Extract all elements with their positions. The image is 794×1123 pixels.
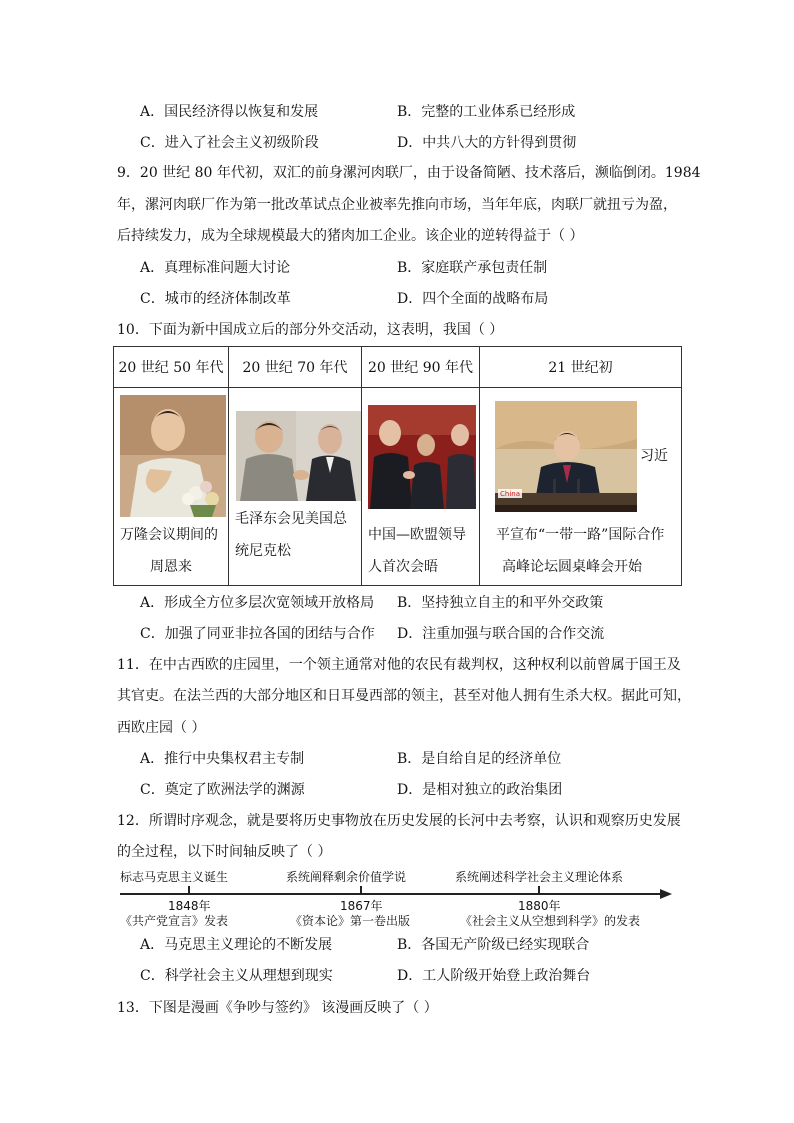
timeline-label-bottom-1880: 《社会主义从空想到科学》的发表 [460,914,641,928]
q10-option-d: D．注重加强与联合国的合作交流 [397,626,605,642]
timeline-axis [120,893,665,895]
timeline-arrow-icon [660,888,672,900]
caption-xi-line2: 高峰论坛圆桌峰会开始 [502,559,642,575]
q8-option-d: D．中共八大的方针得到贯彻 [397,135,577,151]
photo-badge-text: China [500,490,520,498]
q11-stem-line1: 11．在中古西欧的庄园里，一个领主通常对他的农民有裁判权，这种权利以前曾属于国王及 [117,657,681,673]
timeline-tick-1880 [538,886,540,894]
q10-stem: 10．下面为新中国成立后的部分外交活动，这表明，我国（ ） [117,322,504,338]
table-header-1970s: 20 世纪 70 年代 [229,347,362,388]
q12-option-b: B．各国无产阶级已经实现联合 [397,937,590,953]
marxism-timeline [120,866,675,928]
caption-mao-line1: 毛泽东会见美国总 [235,511,347,527]
q11-option-a: A．推行中央集权君主专制 [140,751,305,767]
timeline-label-bottom-1848: 《共产党宣言》发表 [120,914,229,928]
caption-xi-line1: 平宣布“一带一路”国际合作 [496,527,665,543]
q9-stem-line3: 后持续发力，成为全球规模最大的猪肉加工企业。该企业的逆转得益于（ ） [117,228,584,244]
table-header-1990s: 20 世纪 90 年代 [362,347,480,388]
q8-option-a: A．国民经济得以恢复和发展 [140,104,319,120]
q9-stem-line1: 9．20 世纪 80 年代初，双汇的前身漯河肉联厂，由于设备简陋、技术落后，濒临倒闭。1984 [117,165,701,181]
table-header-21st: 21 世纪初 [480,347,682,388]
caption-eu-line2: 人首次会晤 [368,559,438,575]
caption-xi-prefix: 习近 [640,448,668,464]
timeline-label-top-1848: 标志马克思主义诞生 [120,870,229,884]
q10-option-a: A．形成全方位多层次宽领域开放格局 [140,595,375,611]
timeline-label-top-1880: 系统阐述科学社会主义理论体系 [455,870,624,884]
timeline-label-bottom-1867: 《资本论》第一卷出版 [290,914,411,928]
timeline-year-1880: 1880年 [518,899,561,913]
q12-option-c: C．科学社会主义从理想到现实 [140,968,333,984]
caption-zhou-line2: 周恩来 [150,559,192,575]
caption-mao-line2: 统尼克松 [235,543,291,559]
q11-option-b: B．是自给自足的经济单位 [397,751,562,767]
timeline-tick-1867 [360,886,362,894]
q11-stem-line3: 西欧庄园（ ） [117,720,206,736]
caption-zhou-line1: 万隆会议期间的 [120,527,218,543]
caption-eu-line1: 中国—欧盟领导 [368,527,466,543]
timeline-label-top-1867: 系统阐释剩余价值学说 [286,870,407,884]
diplomacy-table [113,346,682,586]
q12-stem-line1: 12．所谓时序观念，就是要将历史事物放在历史发展的长河中去考察，认识和观察历史发展 [117,813,681,829]
q10-option-b: B．坚持独立自主的和平外交政策 [397,595,604,611]
q8-option-b: B．完整的工业体系已经形成 [397,104,576,120]
china-eu-summit-photo [368,405,476,509]
q12-option-a: A．马克思主义理论的不断发展 [140,937,333,953]
timeline-tick-1848 [188,886,190,894]
belt-road-forum-photo [495,401,637,512]
timeline-year-1867: 1867年 [340,899,383,913]
q11-option-d: D．是相对独立的政治集团 [397,782,563,798]
q12-stem-line2: 的全过程，以下时间轴反映了（ ） [117,844,332,860]
mao-nixon-photo [236,411,361,501]
q9-option-d: D．四个全面的战略布局 [397,291,549,307]
q11-stem-line2: 其官吏。在法兰西的大部分地区和日耳曼西部的领主，甚至对他人拥有生杀大权。据此可知， [117,688,691,704]
q12-option-d: D．工人阶级开始登上政治舞台 [397,968,591,984]
q8-option-c: C．进入了社会主义初级阶段 [140,135,319,151]
q11-option-c: C．奠定了欧洲法学的渊源 [140,782,305,798]
q9-stem-line2: 年，漯河肉联厂作为第一批改革试点企业被率先推向市场，当年年底，肉联厂就扭亏为盈， [117,197,677,213]
q9-option-c: C．城市的经济体制改革 [140,291,291,307]
q9-option-a: A．真理标准问题大讨论 [140,260,291,276]
q9-option-b: B．家庭联产承包责任制 [397,260,548,276]
zhou-enlai-photo [120,395,226,517]
q10-option-c: C．加强了同亚非拉各国的团结与合作 [140,626,375,642]
q13-stem: 13．下图是漫画《争吵与签约》 该漫画反映了（ ） [117,1000,438,1016]
table-header-1950s: 20 世纪 50 年代 [114,347,229,388]
timeline-year-1848: 1848年 [168,899,211,913]
